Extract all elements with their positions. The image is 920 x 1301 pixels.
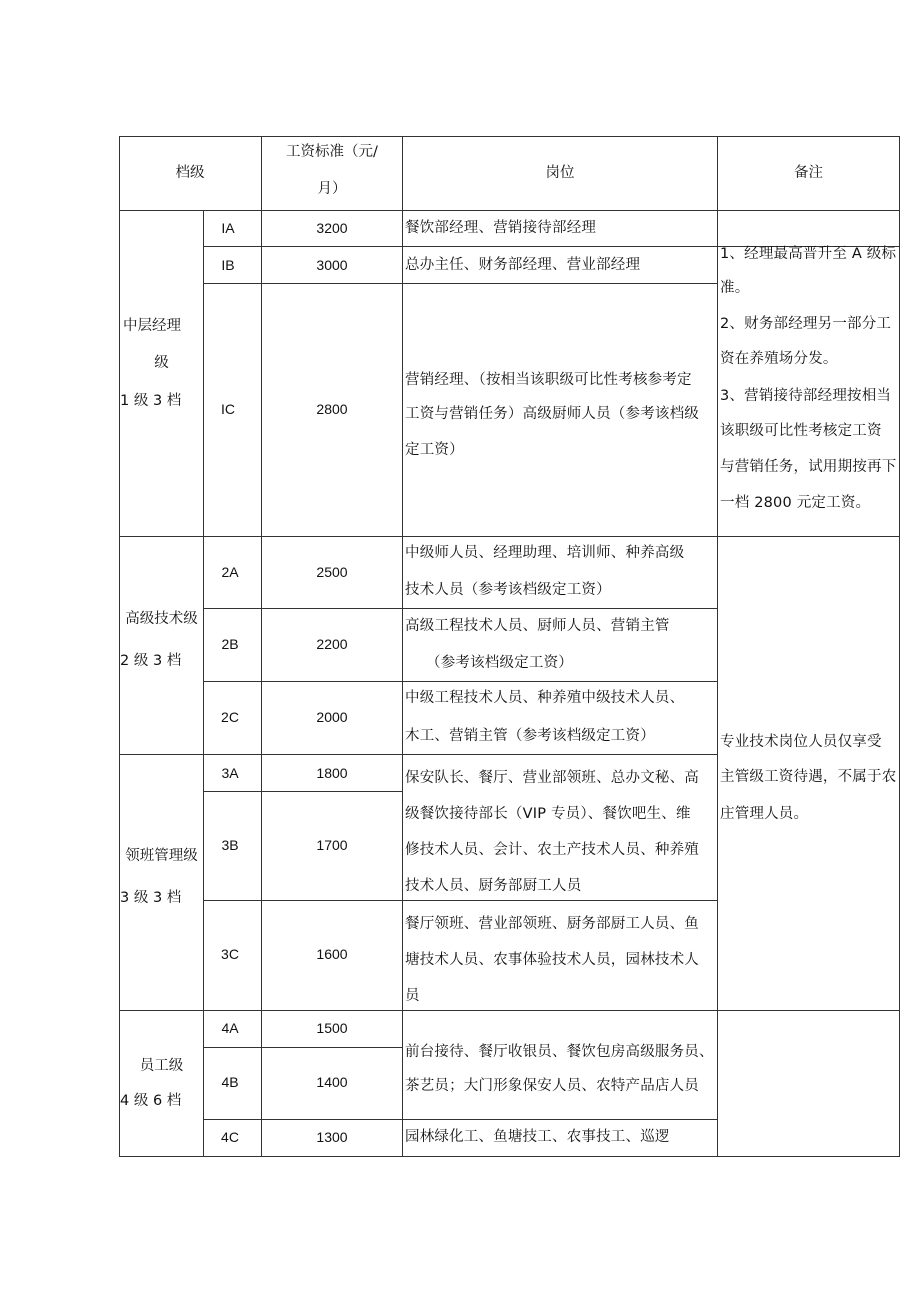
- position-text: 餐厅领班、营业部领班、厨务部厨工人员、鱼: [405, 916, 699, 932]
- grade-code: 4B: [221, 1074, 239, 1090]
- salary-value: 2200: [316, 636, 348, 652]
- remark-text: 3、营销接待部经理按相当: [720, 388, 892, 404]
- position-text: 工资与营销任务）高级厨师人员（参考该档级: [405, 406, 699, 422]
- remark-text: 1、经理最高晋升至 A 级标: [720, 246, 897, 262]
- remark-text: 准。: [720, 280, 750, 296]
- position-text: 中级师人员、经理助理、培训师、种养高级: [405, 545, 685, 561]
- position-text: 高级工程技术人员、厨师人员、营销主管: [405, 618, 670, 634]
- position-text: 级餐饮接待部长（VIP 专员）、餐饮吧生、维: [405, 806, 691, 822]
- salary-value: 1500: [316, 1020, 348, 1036]
- position-text: 园林绿化工、鱼塘技工、农事技工、巡逻: [405, 1129, 670, 1145]
- position-text: 餐饮部经理、营销接待部经理: [405, 220, 597, 236]
- salary-value: 1400: [316, 1074, 348, 1090]
- salary-value: 3200: [316, 220, 348, 236]
- header-remarks: 备注: [794, 165, 823, 181]
- salary-value: 2000: [316, 709, 348, 725]
- group-name-line: 中层经理: [123, 318, 181, 334]
- remark-text: 2、财务部经理另一部分工: [720, 316, 892, 332]
- position-text: 保安队长、餐厅、营业部领班、总办文秘、高: [405, 770, 699, 786]
- remark-text: 与营销任务，试用期按再下: [720, 459, 897, 475]
- table-border-bottom: [119, 1156, 900, 1157]
- table-border-top: [119, 136, 900, 137]
- group-name-line: 1 级 3 档: [120, 393, 182, 409]
- remark-text: 一档 2800 元定工资。: [720, 495, 871, 511]
- position-text: 定工资）: [405, 442, 464, 458]
- grade-code: 3B: [221, 837, 239, 853]
- grade-code: 2A: [221, 564, 239, 580]
- salary-value: 2500: [316, 564, 348, 580]
- position-text: 塘技术人员、农事体验技术人员，园林技术人: [405, 952, 699, 968]
- group-name-line: 员工级: [139, 1058, 184, 1074]
- salary-value: 1300: [316, 1129, 348, 1145]
- header-position: 岗位: [545, 165, 575, 181]
- position-text: 营销经理、（按相当该职级可比性考核参考定: [405, 372, 692, 388]
- grade-code: 2B: [221, 636, 239, 652]
- grade-code: 3A: [221, 765, 239, 781]
- grade-code: 4A: [221, 1020, 239, 1036]
- salary-value: 2800: [316, 401, 348, 417]
- salary-value: 1800: [316, 765, 348, 781]
- position-text: 茶艺员；大门形象保安人员、农特产品店人员: [405, 1078, 699, 1094]
- position-text: 木工、营销主管（参考该档级定工资）: [405, 728, 655, 744]
- remark-text: 主管级工资待遇，不属于农: [720, 769, 897, 785]
- remark-text: 该职级可比性考核定工资: [720, 423, 882, 439]
- row-divider: [203, 1047, 402, 1048]
- position-text: 中级工程技术人员、种养殖中级技术人员、: [405, 690, 685, 706]
- position-text: 技术人员、厨务部厨工人员: [405, 878, 582, 894]
- salary-value: 3000: [316, 257, 348, 273]
- group-name-line: 领班管理级: [125, 848, 198, 864]
- position-text: 前台接待、餐厅收银员、餐饮包房高级服务员、: [405, 1044, 714, 1060]
- grade-code: 3C: [221, 946, 239, 962]
- salary-value: 1700: [316, 837, 348, 853]
- header-grade: 档级: [175, 165, 205, 181]
- position-text: 修技术人员、会计、农土产技术人员、种养殖: [405, 842, 699, 858]
- group-name-line: 2 级 3 档: [120, 653, 182, 669]
- grade-code: IB: [221, 257, 235, 273]
- header-salary-line2: 月）: [317, 181, 347, 197]
- remark-text: 庄管理人员。: [720, 806, 809, 822]
- salary-value: 1600: [316, 946, 348, 962]
- grade-code: IC: [221, 401, 235, 417]
- position-text: 技术人员（参考该档级定工资）: [405, 582, 611, 598]
- grade-code: 4C: [221, 1129, 239, 1145]
- grade-code: 2C: [221, 709, 239, 725]
- group-name-line: 3 级 3 档: [120, 890, 182, 906]
- position-text: 总办主任、财务部经理、营业部经理: [405, 257, 641, 273]
- group-name-line: 高级技术级: [125, 611, 198, 627]
- group-name-line: 级: [154, 355, 169, 371]
- remark-text: 专业技术岗位人员仅享受: [720, 734, 882, 750]
- group-name-line: 4 级 6 档: [120, 1093, 182, 1109]
- remark-text: 资在养殖场分发。: [720, 351, 838, 367]
- header-salary-line1: 工资标准（元/: [286, 144, 378, 160]
- position-text: 员: [405, 988, 420, 1004]
- grade-code: IA: [221, 220, 235, 236]
- position-text: （参考该档级定工资）: [426, 655, 573, 671]
